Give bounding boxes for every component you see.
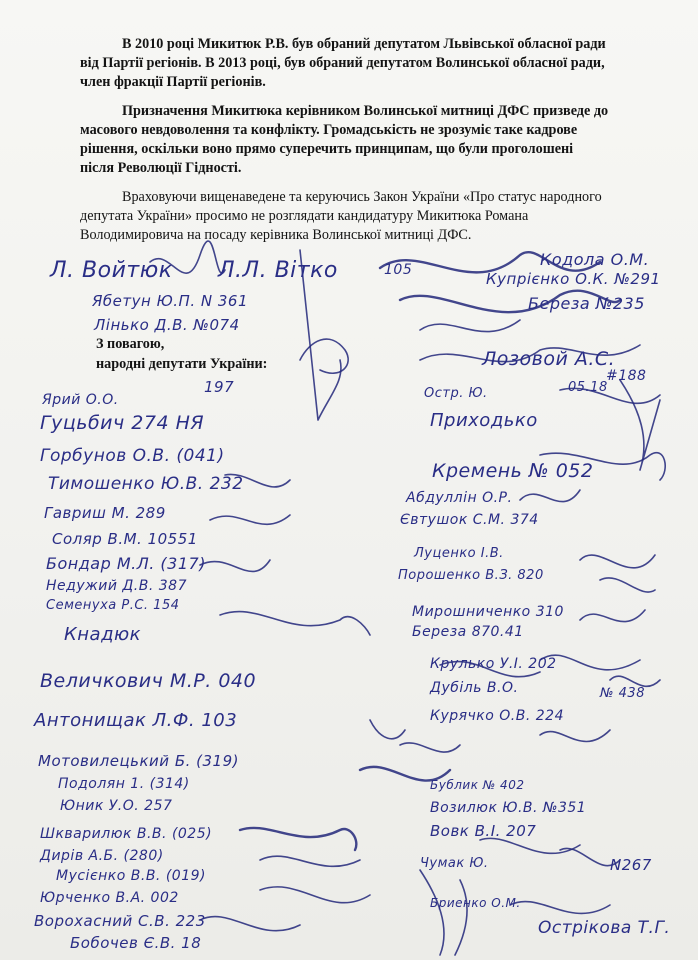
handwritten-signature: Шкварилюк В.В. (025) <box>40 826 213 842</box>
handwritten-signature: Гуцьбич 274 НЯ <box>40 412 205 434</box>
handwritten-signature: Приходько <box>430 410 538 431</box>
handwritten-signature: Остр. Ю. <box>424 386 488 401</box>
handwritten-signature: #188 <box>606 368 647 384</box>
handwritten-signature: Береза 870.41 <box>412 624 524 640</box>
handwritten-signature: Гавриш М. 289 <box>44 504 166 522</box>
handwritten-signature: Євтушок С.М. 374 <box>400 512 539 528</box>
handwritten-signature: Возилюк Ю.В. №351 <box>430 800 587 816</box>
paragraph-1-line-2: від Партії регіонів. В 2013 році, був обраний депутатом Волинської обласної ради, <box>80 55 605 71</box>
handwritten-signature: Луценко І.В. <box>414 546 504 561</box>
handwritten-signature: Юник У.О. 257 <box>60 798 173 814</box>
handwritten-signature: Крулько У.І. 202 <box>430 656 557 672</box>
handwritten-signature: Мотовилецький Б. (319) <box>38 752 239 770</box>
handwritten-signature: Кнадюк <box>64 624 142 645</box>
handwritten-signature: Горбунов О.В. (041) <box>40 446 225 466</box>
handwritten-signature: Ворохасний С.В. 223 <box>34 912 206 930</box>
paragraph-3-line-3: Володимировича на посаду керівника Волинської митниці ДФС. <box>80 227 472 243</box>
handwritten-signature: Тимошенко Ю.В. 232 <box>48 474 244 494</box>
paragraph-1-line-1: В 2010 році Микитюк Р.В. був обраний депутатом Львівської обласної ради <box>122 36 606 52</box>
handwritten-signature: Лозовой А.С. <box>482 348 616 370</box>
closing-regards: З повагою, <box>96 336 165 352</box>
paragraph-3-line-1: Враховуючи вищенаведене та керуючись Закон України «Про статус народного <box>122 189 602 205</box>
handwritten-signature: Л. Войтюк <box>50 258 173 283</box>
handwritten-signature: Антонищак Л.Ф. 103 <box>34 710 238 731</box>
handwritten-signature: Бондар М.Л. (317) <box>46 554 206 573</box>
handwritten-signature: Л.Л. Вітко <box>218 258 338 283</box>
handwritten-signature: Бобочев Є.В. 18 <box>70 934 202 952</box>
paragraph-3-line-2: депутата України» просимо не розглядати кандидатуру Микитюка Романа <box>80 208 529 224</box>
handwritten-signature: Величкович М.Р. 040 <box>40 670 257 692</box>
handwritten-signature: Чумак Ю. <box>420 856 489 871</box>
handwritten-signature: Купрієнко О.К. №291 <box>486 270 661 288</box>
handwritten-signature: N267 <box>610 856 652 874</box>
paragraph-1-line-3: член фракції Партії регіонів. <box>80 74 266 90</box>
paragraph-2-line-3: рішення, оскільки воно прямо суперечить принципам, що були проголошені <box>80 141 574 157</box>
handwritten-signature: Кодола О.М. <box>540 250 650 269</box>
paragraph-2-line-2: масового невдоволення та конфлікту. Громадськість не зрозуміє таке кадрове <box>80 122 578 138</box>
handwritten-signature: Бублик № 402 <box>430 778 525 792</box>
handwritten-signature: Дирів А.Б. (280) <box>40 848 164 864</box>
handwritten-signature: Кремень № 052 <box>432 460 594 482</box>
handwritten-signature: Ярий О.О. <box>42 392 119 408</box>
handwritten-signature: Соляр В.М. 10551 <box>52 530 198 548</box>
handwritten-signature: Порошенко В.З. 820 <box>398 568 544 583</box>
handwritten-signature: Недужий Д.В. 387 <box>46 578 187 594</box>
paragraph-2-line-4: після Революції Гідності. <box>80 160 242 176</box>
handwritten-signature: Абдуллін О.Р. <box>406 490 513 506</box>
handwritten-signature: Вовк В.І. 207 <box>430 822 537 840</box>
handwritten-signature: № 438 <box>600 686 645 701</box>
handwritten-signature: Подолян 1. (314) <box>58 776 190 792</box>
handwritten-signature: 05.18 <box>568 380 608 395</box>
handwritten-signature: Курячко О.В. 224 <box>430 708 564 724</box>
handwritten-signature: Острікова Т.Г. <box>538 918 671 938</box>
closing-deputies: народні депутати України: <box>96 356 268 372</box>
handwritten-signature: Мирошниченко 310 <box>412 604 564 620</box>
handwritten-signature: Ябетун Ю.П. N 361 <box>92 292 248 310</box>
handwritten-signature: Дубіль В.О. <box>430 680 519 696</box>
handwritten-signature: Юрченко В.А. 002 <box>40 890 179 906</box>
paragraph-2-line-1: Призначення Микитюка керівником Волинської митниці ДФС призведе до <box>122 103 609 119</box>
handwritten-signature: Лінько Д.В. №074 <box>94 316 240 334</box>
handwritten-signature: 105 <box>384 262 413 278</box>
handwritten-signature: 197 <box>204 378 235 396</box>
handwritten-signature: Мусієнко В.В. (019) <box>56 868 206 884</box>
handwritten-signature: Береза №235 <box>528 294 645 313</box>
handwritten-signature: Бриенко О.М. <box>430 896 521 910</box>
handwritten-signature: Семенуха Р.С. 154 <box>46 598 180 613</box>
